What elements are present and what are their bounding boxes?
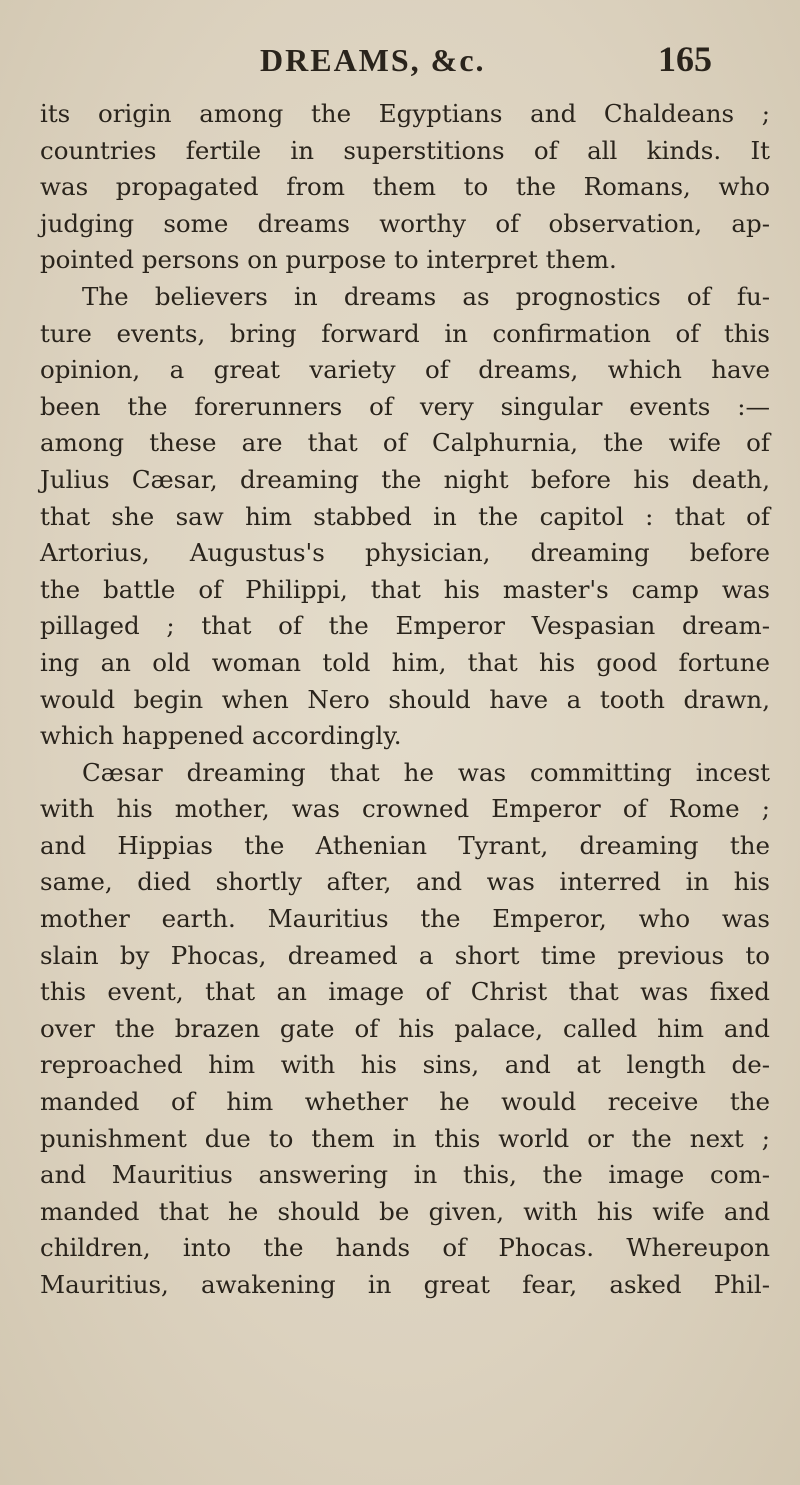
text-line: with his mother, was crowned Emperor of Rome ; [40,794,770,824]
body-text [40,96,770,1304]
text-line: ture events, bring forward in confirmation of this [40,318,770,348]
text-line: been the forerunners of very singular events :— [40,391,770,421]
text-line: its origin among the Egyptians and Chaldeans ; [40,99,770,128]
text-line: and Hippias the Athenian Tyrant, dreaming the [40,830,770,860]
running-title: DREAMS, &c. [260,42,486,78]
paragraph-start-line: Cæsar dreaming that he was committing incest [82,757,770,787]
text-line: that she saw him stabbed in the capitol : that of [40,501,770,531]
paragraph-start-line: The believers in dreams as prognostics of fu- [82,281,770,311]
text-line: mother earth. Mauritius the Emperor, who was [40,904,770,934]
text-line: and Mauritius answering in this, the image com- [40,1160,770,1190]
text-line: would begin when Nero should have a tooth drawn, [40,684,770,714]
text-line: punishment due to them in this world or the next ; [40,1123,770,1153]
text-line: ing an old woman told him, that his good fortune [40,647,770,677]
text-line: over the brazen gate of his palace, called him and [40,1013,770,1043]
text-line: manded that he should be given, with his wife and [40,1196,770,1226]
page-number: 165 [658,39,712,79]
page-header [0,39,800,92]
text-line: reproached him with his sins, and at length de- [40,1050,770,1080]
text-line: slain by Phocas, dreamed a short time previous to [40,940,770,970]
text-line: Mauritius, awakening in great fear, asked Phil- [40,1270,770,1299]
text-line: countries fertile in superstitions of all kinds. It [40,135,770,165]
text-line: pillaged ; that of the Emperor Vespasian dream- [40,611,770,641]
text-line: this event, that an image of Christ that was fixed [40,977,770,1007]
text-line: children, into the hands of Phocas. Whereupon [40,1233,770,1263]
text-line: opinion, a great variety of dreams, which have [40,355,770,385]
text-line: same, died shortly after, and was interred in his [40,867,770,897]
text-line: Artorius, Augustus's physician, dreaming before [40,538,770,568]
text-line: the battle of Philippi, that his master's camp was [40,574,770,604]
text-line: was propagated from them to the Romans, who [40,172,770,202]
text-line: among these are that of Calphurnia, the wife of [40,428,770,458]
text-line: judging some dreams worthy of observation, ap- [40,208,770,238]
text-line: Julius Cæsar, dreaming the night before his death, [40,464,770,494]
text-line: manded of him whether he would receive the [40,1087,770,1117]
text-line: pointed persons on purpose to interpret them. [40,245,617,275]
text-line: which happened accordingly. [40,721,402,751]
